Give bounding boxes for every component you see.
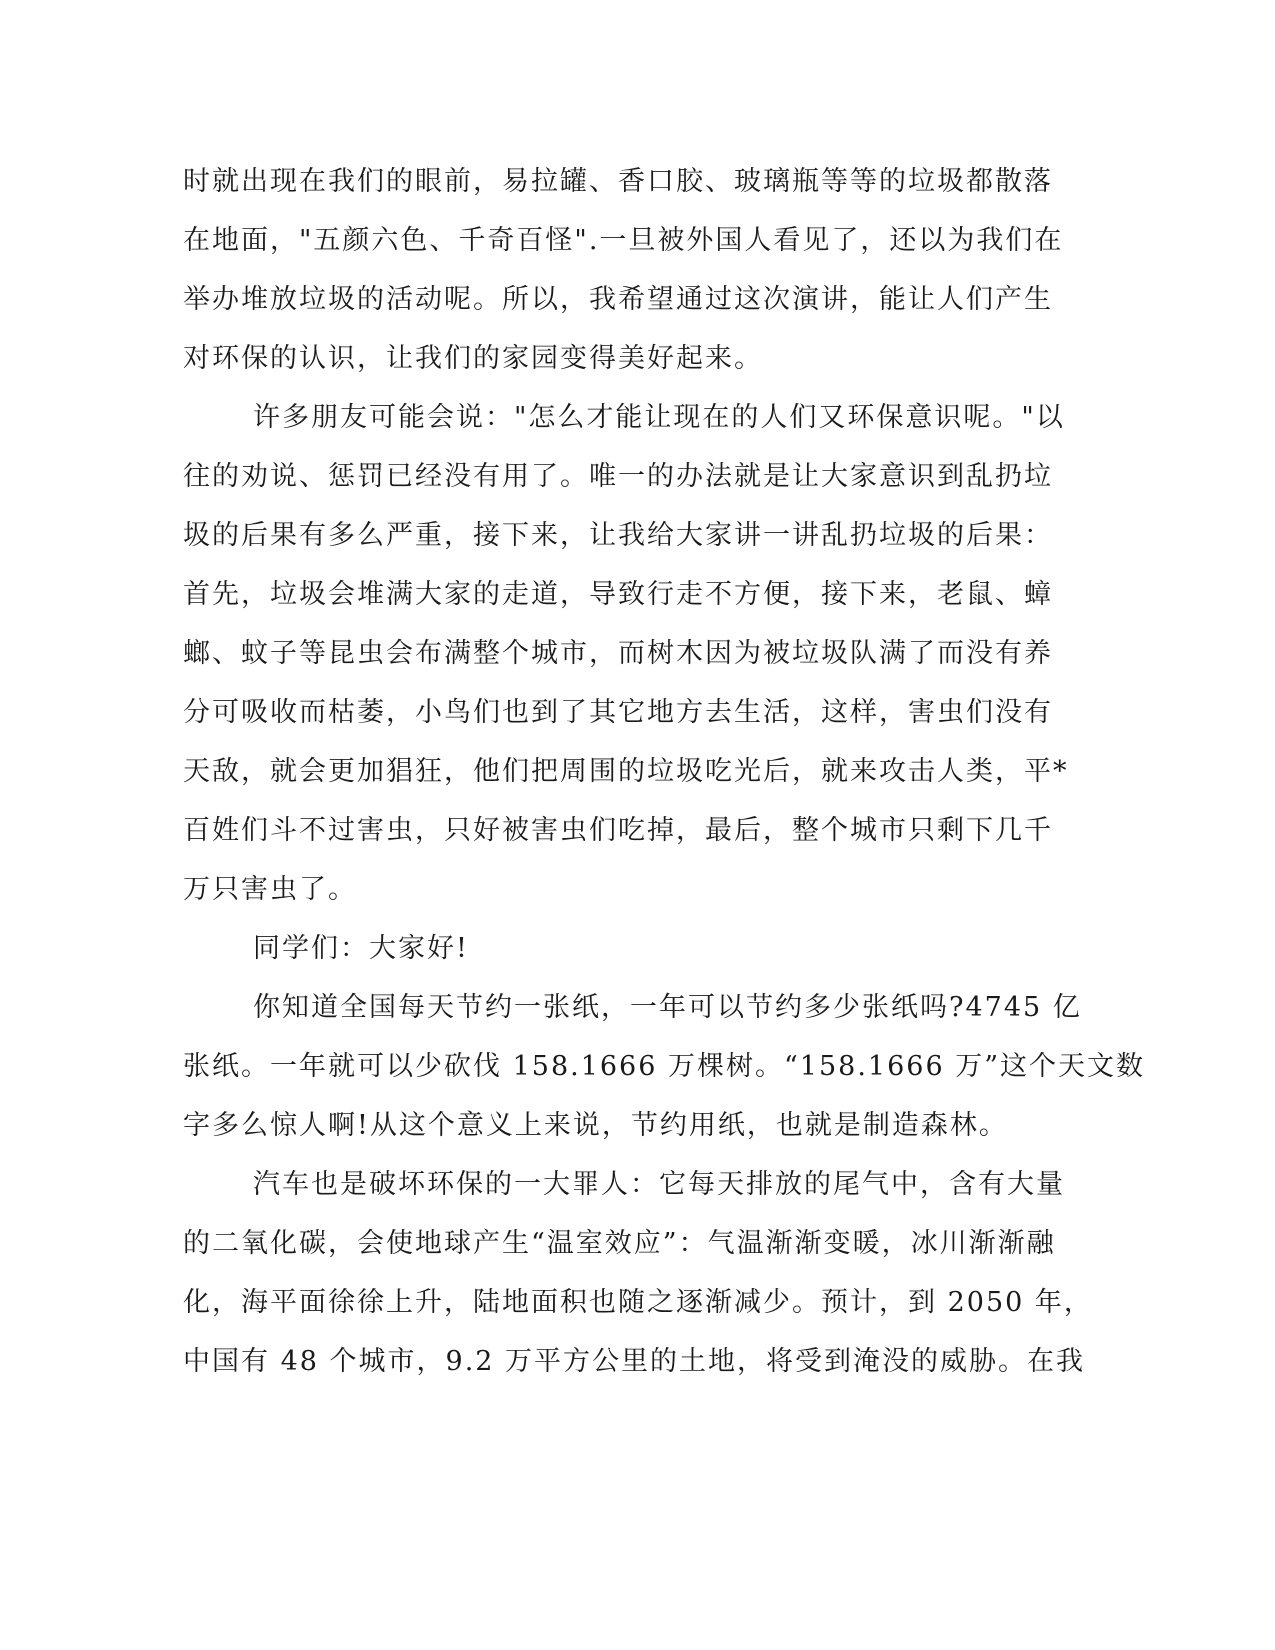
- text-line-11: 天敌，就会更加猖狂，他们把周围的垃圾吃光后，就来攻击人类，平*: [183, 756, 1069, 787]
- text-line-1: 时就出现在我们的眼前，易拉罐、香口胶、玻璃瓶等等的垃圾都散落: [183, 166, 1053, 197]
- text-line-3: 举办堆放垃圾的活动呢。所以，我希望通过这次演讲，能让人们产生: [183, 284, 1053, 315]
- text-line-18: 汽车也是破坏环保的一大罪人：它每天排放的尾气中，含有大量: [253, 1169, 1065, 1200]
- text-line-15: 你知道全国每天节约一张纸，一年可以节约多少张纸吗?4745 亿: [253, 992, 1082, 1023]
- text-line-17: 字多么惊人啊!从这个意义上来说，节约用纸，也就是制造森林。: [183, 1110, 1008, 1141]
- text-line-9: 螂、蚊子等昆虫会布满整个城市，而树木因为被垃圾队满了而没有养: [183, 638, 1053, 669]
- text-line-7: 圾的后果有多么严重，接下来，让我给大家讲一讲乱扔垃圾的后果：: [183, 520, 1053, 551]
- text-line-20: 化，海平面徐徐上升，陆地面积也随之逐渐减少。预计，到 2050 年，: [183, 1287, 1093, 1318]
- text-line-5: 许多朋友可能会说："怎么才能让现在的人们又环保意识呢。"以: [253, 402, 1065, 433]
- text-line-2: 在地面，"五颜六色、千奇百怪".一旦被外国人看见了，还以为我们在: [183, 225, 1064, 256]
- text-line-12: 百姓们斗不过害虫，只好被害虫们吃掉，最后，整个城市只剩下几千: [183, 815, 1053, 846]
- text-line-4: 对环保的认识，让我们的家园变得美好起来。: [183, 343, 763, 374]
- text-line-14: 同学们：大家好!: [253, 933, 469, 964]
- text-line-6: 往的劝说、惩罚已经没有用了。唯一的办法就是让大家意识到乱扔垃: [183, 461, 1053, 492]
- text-line-10: 分可吸收而枯萎，小鸟们也到了其它地方去生活，这样，害虫们没有: [183, 697, 1053, 728]
- text-line-21: 中国有 48 个城市，9.2 万平方公里的土地，将受到淹没的威胁。在我: [183, 1346, 1086, 1377]
- text-line-16: 张纸。一年就可以少砍伐 158.1666 万棵树。“158.1666 万”这个天文数: [183, 1051, 1146, 1082]
- text-line-19: 的二氧化碳，会使地球产生“温室效应”：气温渐渐变暖，冰川渐渐融: [183, 1228, 1056, 1259]
- text-line-8: 首先，垃圾会堆满大家的走道，导致行走不方便，接下来，老鼠、蟑: [183, 579, 1053, 610]
- body-text: [183, 152, 1146, 1391]
- text-line-13: 万只害虫了。: [183, 874, 357, 905]
